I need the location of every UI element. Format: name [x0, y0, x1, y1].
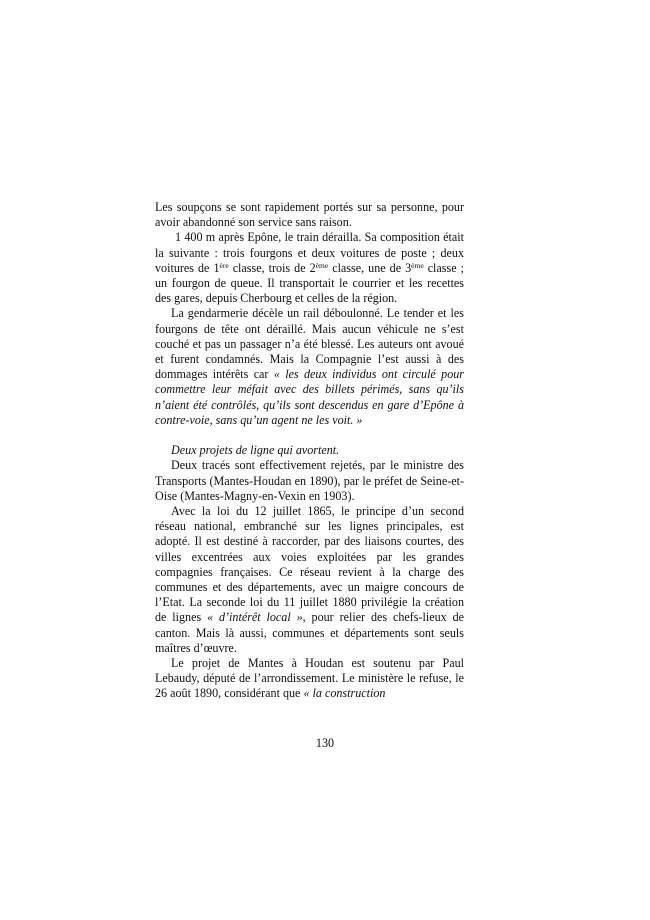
quotation: « d’intérêt local »	[207, 610, 303, 625]
text-run: , pour relier des chefs-lieux de canton. Mais là aussi, communes et départements sont seuls maîtres d’œuvre.	[155, 610, 464, 655]
paragraph-gendarmerie	[155, 306, 464, 428]
page-number: 130	[315, 736, 335, 750]
text-run: 1 400 m après Epône, le train dérailla. Sa composition était la suivante : trois fourgons et deux voitures de poste ; deux voitures de 1	[155, 230, 464, 275]
text-run: classe, une de 3	[328, 260, 412, 275]
paragraph-rejected-routes: Deux tracés sont effectivement rejetés, par le ministre des Transports (Mantes-Houdan en 1890), par le préfet de Seine-et-Oise (Mantes-Magny-en-Vexin en 1903).	[155, 458, 464, 503]
body-text	[155, 200, 464, 702]
quotation: « les deux individus ont circulé pour commettre leur méfait avec des billets périmés, sans qu’ils n’aient été contrôlés, qu’ils sont descendus en gare d’Epône à contre-voie, sans qu’un agent ne les voit. »	[155, 367, 464, 427]
section-heading-text: Deux projets de ligne qui avortent.	[171, 443, 340, 458]
text-run: classe ; un fourgon de queue. Il transportait le courrier et les recettes des gares, depuis Cherbourg et celles de la région.	[155, 260, 464, 306]
paragraph-suspicion: Les soupçons se sont rapidement portés sur sa personne, pour avoir abandonné son service sans raison.	[155, 200, 464, 230]
paragraph-derailment	[155, 230, 464, 306]
paragraph-mantes-houdan	[155, 656, 464, 702]
text-run: classe, trois de 2	[228, 260, 316, 275]
text-run: Le projet de Mantes à Houdan est soutenu par Paul Lebaudy, député de l’arrondissement. Le ministère le refuse, le 26 août 1890, considérant que	[155, 656, 464, 701]
superscript: ère	[219, 260, 229, 270]
text-run: La gendarmerie décèle un rail déboulonné. Le tender et les fourgons de tête ont déraillé. Mais aucun véhicule ne s’est couché et pas un passager n’a été blessé. Les auteurs ont avoué et furent condamnés. Mais la Compagnie l’est aussi à des dommages intérêts car	[155, 306, 464, 382]
paragraph-law-1865	[155, 504, 464, 656]
superscript: ème	[411, 260, 424, 270]
superscript: ème	[315, 260, 329, 270]
quotation: « la construction	[303, 686, 386, 701]
text-run: Avec la loi du 12 juillet 1865, le principe d’un second réseau national, embranché sur les lignes principales, est adopté. Il est destiné à raccorder, par des liaisons courtes, des villes excentrées aux voies exploitées par les grandes compagnies françaises. Ce réseau revient à la charge des communes et des départements, avec un maigre concours de l’Etat. La seconde loi du 11 juillet 1880 privilégie la création de lignes	[155, 504, 464, 625]
section-heading	[155, 443, 464, 458]
